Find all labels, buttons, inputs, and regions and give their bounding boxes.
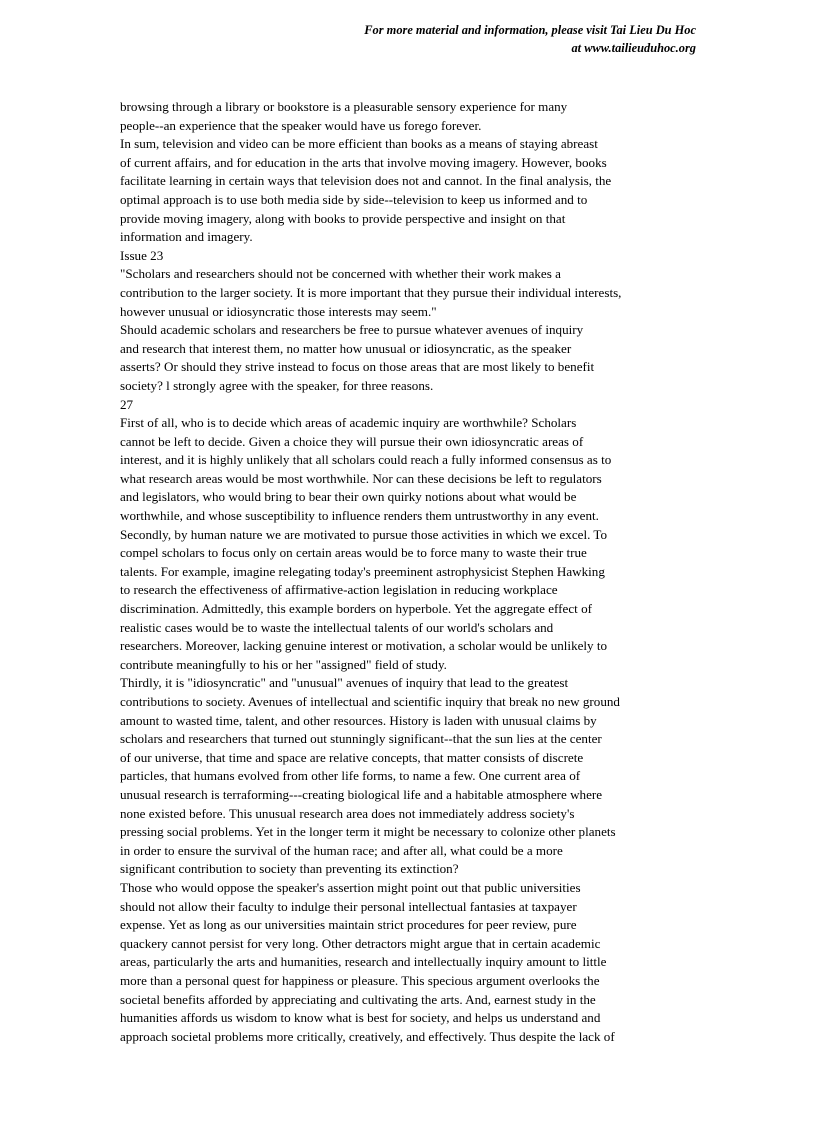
text-line: contributions to society. Avenues of intellectual and scientific inquiry that break no new ground — [120, 694, 620, 709]
text-line: none existed before. This unusual research area does not immediately address society's — [120, 805, 575, 821]
text-line: information and imagery. — [120, 229, 253, 245]
text-line: what research areas would be most worthwhile. Nor can these decisions be left to regulators — [120, 470, 602, 486]
text-line: areas, particularly the arts and humanities, research and intellectually inquiry amount to little — [120, 954, 607, 970]
text-line: In sum, television and video can be more efficient than books as a means of staying abreast — [120, 136, 598, 152]
header-line-2: at www.tailieuduhoc.org — [571, 41, 696, 55]
text-line: particles, that humans evolved from other life forms, to name a few. One current area of — [120, 768, 581, 784]
text-line: quackery cannot persist for very long. Other detractors might argue that in certain academic — [120, 935, 601, 951]
text-line: societal benefits afforded by appreciating and cultivating the arts. And, earnest study in the — [120, 991, 596, 1007]
text-line: contribute meaningfully to his or her "assigned" field of study. — [120, 656, 447, 672]
text-line: amount to wasted time, talent, and other resources. History is laden with unusual claims by — [120, 712, 597, 728]
document-body — [120, 98, 700, 1046]
text-line: society? l strongly agree with the speaker, for three reasons. — [120, 377, 434, 393]
text-line: talents. For example, imagine relegating today's preeminent astrophysicist Stephen Hawking — [120, 563, 605, 579]
text-line: compel scholars to focus only on certain areas would be to force many to waste their true — [120, 545, 587, 561]
text-line: more than a personal quest for happiness or pleasure. This specious argument overlooks the — [120, 972, 600, 988]
text-line: realistic cases would be to waste the intellectual talents of our world's scholars and — [120, 619, 554, 635]
text-line: and research that interest them, no matter how unusual or idiosyncratic, as the speaker — [120, 340, 572, 356]
text-line: unusual research is terraforming---creating biological life and a habitable atmosphere where — [120, 786, 603, 802]
page-header — [364, 21, 696, 57]
text-line: however unusual or idiosyncratic those interests may seem." — [120, 303, 437, 319]
header-line-1: For more material and information, please visit Tai Lieu Du Hoc — [364, 23, 696, 37]
text-line: should not allow their faculty to indulge their personal intellectual fantasies at taxpayer — [120, 898, 577, 914]
text-line: approach societal problems more critically, creatively, and effectively. Thus despite the lack of — [120, 1028, 615, 1044]
text-line: and legislators, who would bring to bear their own quirky notions about what would be — [120, 489, 577, 505]
text-line: Those who would oppose the speaker's assertion might point out that public universities — [120, 879, 581, 895]
text-line: asserts? Or should they strive instead to focus on those areas that are most likely to benefit — [120, 359, 595, 375]
text-line: of current affairs, and for education in the arts that involve moving imagery. However, books — [120, 154, 607, 170]
text-line: expense. Yet as long as our universities maintain strict procedures for peer review, pure — [120, 917, 577, 933]
text-line: browsing through a library or bookstore is a pleasurable sensory experience for many — [120, 99, 568, 114]
text-line: optimal approach is to use both media side by side--television to keep us informed and to — [120, 191, 588, 207]
text-line: Issue 23 — [120, 247, 164, 263]
text-line: facilitate learning in certain ways that television does not and cannot. In the final analysis, the — [120, 173, 612, 189]
text-line: Secondly, by human nature we are motivated to pursue those activities in which we excel. To — [120, 526, 608, 542]
text-line: pressing social problems. Yet in the longer term it might be necessary to colonize other planets — [120, 824, 616, 840]
text-line: contribution to the larger society. It is more important that they pursue their individual interests, — [120, 284, 622, 300]
text-line: humanities affords us wisdom to know what is best for society, and helps us understand and — [120, 1010, 601, 1026]
text-line: to research the effectiveness of affirmative-action legislation in reducing workplace — [120, 582, 558, 598]
text-line: significant contribution to society than preventing its extinction? — [120, 861, 459, 877]
text-line: provide moving imagery, along with books to provide perspective and insight on that — [120, 210, 566, 226]
text-line: people--an experience that the speaker would have us forego forever. — [120, 117, 482, 133]
text-line: interest, and it is highly unlikely that all scholars could reach a fully informed consensus as to — [120, 452, 612, 468]
text-line: in order to ensure the survival of the human race; and after all, what could be a more — [120, 842, 563, 858]
text-line: researchers. Moreover, lacking genuine interest or motivation, a scholar would be unlikely to — [120, 638, 608, 654]
text-line: worthwhile, and whose susceptibility to influence renders them untrustworthy in any event. — [120, 508, 599, 524]
text-line: "Scholars and researchers should not be concerned with whether their work makes a — [120, 266, 561, 282]
text-line: Should academic scholars and researchers be free to pursue whatever avenues of inquiry — [120, 322, 584, 338]
text-line: cannot be left to decide. Given a choice they will pursue their own idiosyncratic areas of — [120, 433, 584, 449]
text-line: First of all, who is to decide which areas of academic inquiry are worthwhile? Scholars — [120, 415, 577, 431]
text-line: scholars and researchers that turned out stunningly significant--that the sun lies at the center — [120, 731, 602, 747]
text-line: of our universe, that time and space are relative concepts, that matter consists of discrete — [120, 749, 584, 765]
text-line: discrimination. Admittedly, this example borders on hyperbole. Yet the aggregate effect of — [120, 601, 592, 617]
text-line: 27 — [120, 396, 134, 412]
text-line: Thirdly, it is "idiosyncratic" and "unusual" avenues of inquiry that lead to the greatest — [120, 675, 569, 691]
